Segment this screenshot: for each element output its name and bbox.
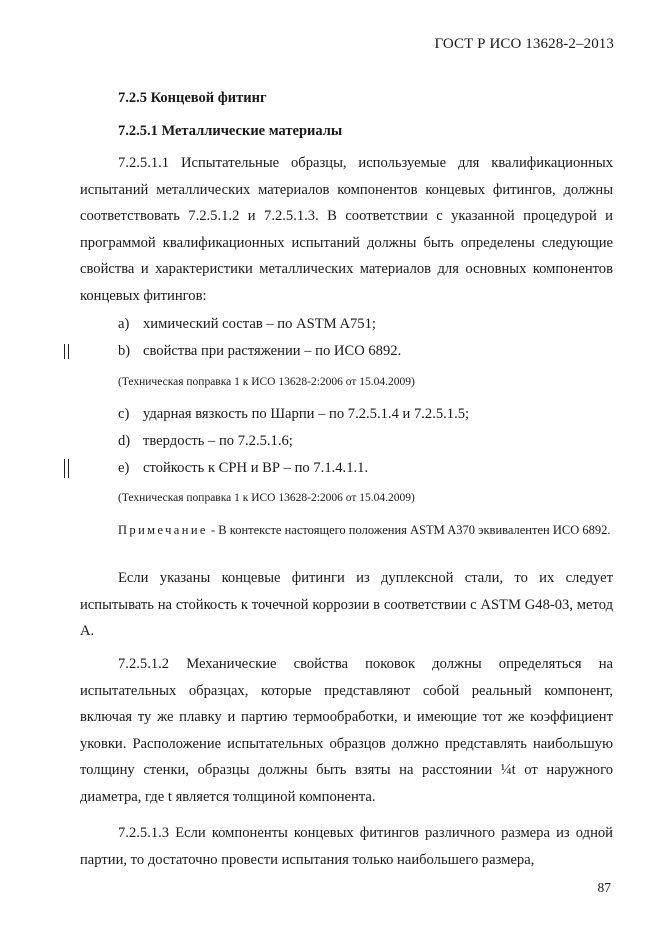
list-item-e: [118, 460, 368, 477]
paragraph-7-2-5-1-2: 7.2.5.1.2 Механические свойства поковок должны определяться на испытательных образцах, которые представляют собой реальный компонент, включая ту же плавку и партию термообработки, и имеющие тот же коэффициент уковки. Расположение испытательных образцов должно представлять наибольшую толщину стенки, образцы должны быть взяты на расстоянии ¼t от наружного диаметра, где t является толщиной компонента.: [80, 656, 613, 805]
list-text: стойкость к СРН и ВР – по 7.1.4.1.1.: [143, 460, 369, 476]
note-label: Примечание: [118, 523, 208, 537]
list-label: c): [118, 406, 130, 422]
list-text: твердость – по 7.2.5.1.6;: [143, 433, 293, 449]
section-heading-7-2-5-1: 7.2.5.1 Металлические материалы: [118, 123, 343, 139]
technical-correction-note: (Техническая поправка 1 к ИСО 13628-2:2006 от 15.04.2009): [118, 376, 415, 388]
list-label: d): [118, 433, 131, 449]
change-bar: [64, 459, 65, 478]
list-item-b: [118, 343, 401, 360]
note-paragraph: [80, 518, 613, 543]
page-number: 87: [597, 880, 611, 895]
technical-correction-note: (Техническая поправка 1 к ИСО 13628-2:2006 от 15.04.2009): [118, 492, 415, 504]
paragraph-7-2-5-1-1: 7.2.5.1.1 Испытательные образцы, используемые для квалификационных испытаний металлических материалов компонентов концевых фитингов, должны соответствовать 7.2.5.1.2 и 7.2.5.1.3. В соответствии с указанной процедурой и программой квалификационных испытаний должны быть определены следующие свойства и характеристики металлических материалов для основных компонентов концевых фитингов:: [80, 155, 613, 304]
paragraph-duplex-steel: Если указаны концевые фитинги из дуплексной стали, то их следует испытывать на стойкость к точечной коррозии в соответствии с ASTM G48-03, метод А.: [80, 570, 613, 640]
list-item-a: [118, 316, 376, 333]
list-label: b): [118, 343, 131, 359]
list-text: химический состав – по ASTM A751;: [143, 316, 376, 332]
list-label: e): [118, 460, 130, 476]
paragraph-7-2-5-1-3: 7.2.5.1.3 Если компоненты концевых фитингов различного размера из одной партии, то достаточно провести испытания только наибольшего размера,: [80, 825, 613, 868]
change-bar: [64, 344, 65, 359]
list-label: a): [118, 316, 130, 332]
change-bar: [68, 459, 69, 478]
section-heading-7-2-5: 7.2.5 Концевой фитинг: [118, 90, 267, 106]
note-text: - В контексте настоящего положения ASTM A370 эквивалентен ИСО 6892.: [207, 523, 611, 537]
change-bar: [68, 344, 69, 359]
list-item-c: [118, 406, 469, 423]
list-item-d: [118, 433, 293, 450]
list-text: свойства при растяжении – по ИСО 6892.: [143, 343, 402, 359]
list-text: ударная вязкость по Шарпи – по 7.2.5.1.4 и 7.2.5.1.5;: [143, 406, 470, 422]
standard-header: ГОСТ Р ИСО 13628-2–2013: [434, 36, 614, 52]
